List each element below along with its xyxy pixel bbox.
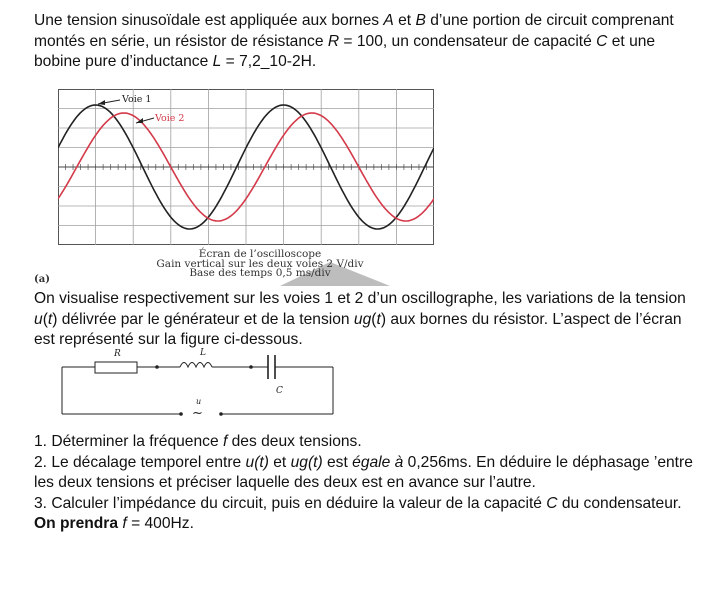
var-b: B	[415, 12, 426, 29]
q-text-italic: égale à	[352, 453, 404, 471]
source-u-label: u	[196, 397, 202, 406]
var-r: R	[327, 32, 340, 50]
question-3	[34, 494, 694, 515]
q-text: 1. Déterminer la fréquence	[34, 433, 223, 450]
given-note	[34, 514, 694, 535]
oscilloscope-screen	[58, 89, 434, 245]
var-u: u	[34, 310, 43, 328]
intro-text: = 7,2_10-2H.	[221, 53, 317, 70]
ac-source-symbol: ~	[192, 406, 203, 418]
vis-text: (	[42, 310, 48, 328]
vis-text: (	[371, 310, 377, 328]
question-1	[34, 432, 694, 453]
intro-text: Une tension sinusoïdale est appliquée aux bornes	[34, 12, 384, 29]
vis-text: ) délivrée par le générateur et de la tension	[52, 310, 354, 328]
node-dot	[155, 365, 159, 369]
var-a: A	[383, 12, 394, 29]
intro-text: et	[393, 12, 416, 29]
circuit-diagram	[60, 346, 345, 418]
vis-text: On visualise respectivement sur les voies 1 et 2 d’un oscillographe, les variations de la tension	[34, 290, 686, 307]
scope-caption-gain: Gain vertical sur les deux voies 2 V/div	[156, 258, 364, 270]
node-dot	[249, 365, 253, 369]
note-text: = 400Hz.	[126, 515, 194, 532]
var-l: L	[212, 53, 222, 70]
scope-caption-time: Base des temps 0,5 ms/div	[189, 267, 331, 279]
resistor-symbol	[95, 362, 137, 373]
q-text: et	[268, 453, 291, 471]
resistor-label: R	[114, 349, 121, 359]
inductor-label: L	[200, 348, 206, 358]
var-c: C	[596, 32, 608, 50]
voie1-label: Voie 1	[122, 94, 152, 105]
vis-text: ) aux bornes du résistor. L’aspect de l’écran est représenté sur la figure ci-dessous.	[34, 310, 682, 348]
capacitor-label: C	[276, 386, 283, 396]
figure-label: (a)	[34, 274, 50, 285]
var-t: t	[376, 310, 381, 328]
var-ug-t: ug(t)	[290, 453, 323, 471]
questions-list	[34, 432, 694, 535]
var-t: t	[47, 310, 53, 328]
q-text: est	[322, 453, 353, 471]
scope-caption-title: Écran de l’oscilloscope	[198, 248, 322, 260]
intro-paragraph	[34, 11, 694, 73]
q-text: 2. Le décalage temporel entre	[34, 453, 246, 471]
intro-text: = 100, un condensateur de capacité	[339, 32, 597, 50]
var-ug: ug	[353, 310, 372, 328]
intro-text: d’une portion de circuit comprenant montés en série, un résistor de résistance	[34, 12, 674, 50]
oscilloscope-grid	[58, 89, 434, 245]
inductor-symbol	[180, 363, 212, 368]
q-text: 0,256ms. En déduire le déphasage ’entre les deux tensions et préciser laquelle des deux est en avance sur l’autre.	[34, 453, 693, 491]
voie2-label: Voie 2	[155, 113, 185, 124]
q-text: 3. Calculer l’impédance du circuit, puis en déduire la valeur de la capacité	[34, 494, 547, 512]
var-u-t: u(t)	[245, 453, 269, 471]
visualisation-paragraph	[34, 289, 694, 351]
question-2	[34, 453, 694, 494]
node-dot	[179, 412, 183, 416]
note-bold: On prendra	[34, 515, 119, 532]
intro-text: et une bobine pure d’inductance	[34, 32, 656, 70]
q-text: des deux tensions.	[227, 433, 362, 450]
q-text: du condensateur.	[557, 494, 682, 512]
var-f: f	[222, 433, 228, 450]
node-dot	[219, 412, 223, 416]
var-c: C	[546, 494, 558, 512]
var-f: f	[122, 515, 127, 532]
